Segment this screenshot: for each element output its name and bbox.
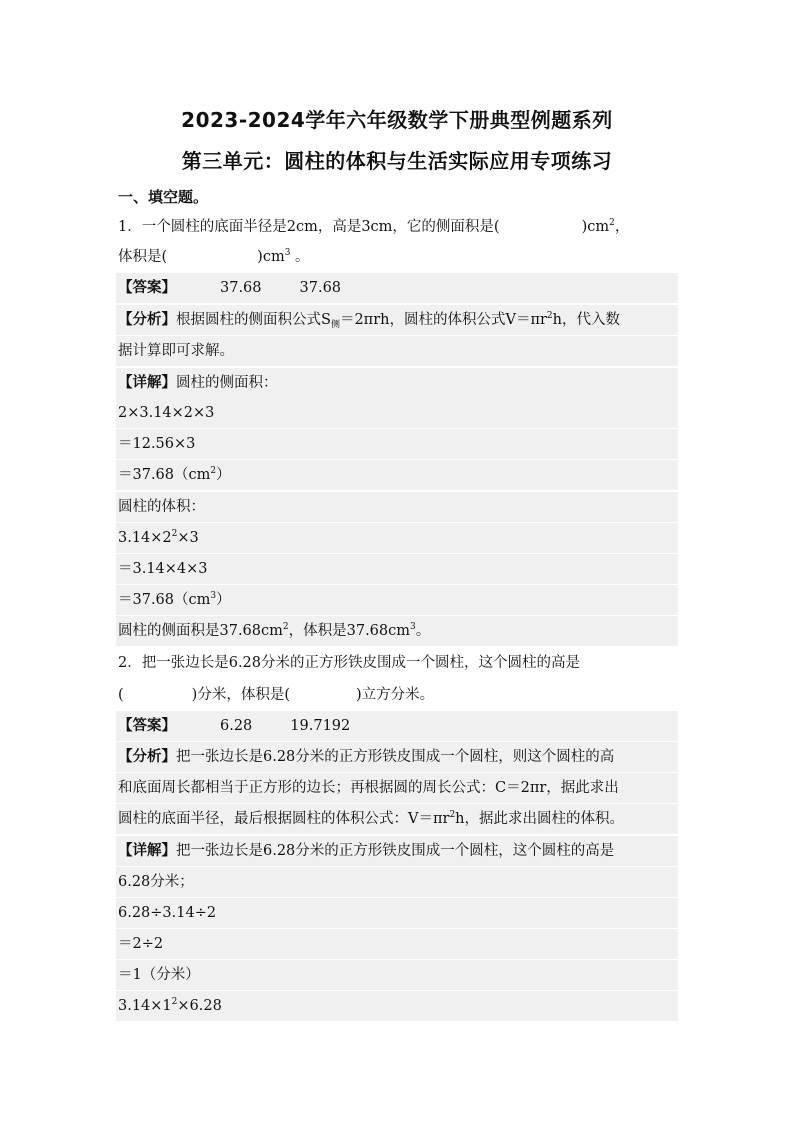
q2-answer [116, 711, 678, 741]
answer-tag: 【答案】 [118, 718, 176, 734]
conclusion-text: 圆柱的侧面积是37.68cm [118, 623, 283, 639]
punctuation: ， [614, 219, 630, 235]
analysis-text: 根据圆柱的侧面积公式S [176, 312, 331, 328]
superscript: 2 [210, 466, 217, 476]
q1-question-line-2 [118, 242, 676, 272]
analysis-text: h，据此求出圆柱的体积。 [455, 811, 625, 827]
analysis-text: h，代入数 [552, 312, 620, 328]
conclusion-text: ，体积是37.68cm [288, 623, 411, 639]
q2-question-text: ( [118, 687, 124, 703]
answer-value: 37.68 [220, 280, 262, 296]
conclusion-text: 。 [415, 623, 431, 639]
calc-line: ＝1（分米） [116, 960, 678, 990]
q2-question-line-1: 2．把一张边长是6.28分米的正方形铁皮围成一个圆柱，这个圆柱的高是 [118, 655, 581, 671]
analysis-text: 把一张边长是6.28分米的正方形铁皮围成一个圆柱，则这个圆柱的高 [176, 749, 615, 765]
q1-question-text: 体积是( [118, 249, 168, 265]
q2-question-text: )分米，体积是( [191, 687, 290, 703]
q2-analysis-line-3 [116, 804, 678, 834]
calc-text: ×3 [177, 530, 199, 546]
superscript: 3 [284, 248, 291, 258]
superscript: 2 [171, 997, 178, 1007]
q1-analysis-line-2: 据计算即可求解。 [116, 336, 678, 366]
q2-detail-line-1 [116, 836, 678, 866]
q1-question-text: 1．一个圆柱的底面半径是2cm，高是3cm，它的侧面积是( [118, 219, 500, 235]
calc-text: ） [216, 467, 231, 483]
q2-detail-line-2: 6.28分米； [116, 867, 678, 897]
calc-text: ） [216, 592, 231, 608]
calc-line [116, 460, 678, 490]
analysis-tag: 【分析】 [118, 312, 176, 328]
detail-tag: 【详解】 [118, 375, 176, 391]
analysis-text: ＝2πrh，圆柱的体积公式V＝πr [339, 312, 547, 328]
subscript: 侧 [330, 320, 340, 330]
q1-question-line-1 [118, 212, 676, 242]
detail-text: 圆柱的侧面积： [176, 375, 278, 391]
calc-text: ＝37.68（cm [118, 467, 211, 483]
q1-detail-heading [116, 368, 678, 398]
calc-text: 3.14×2 [118, 530, 172, 546]
q2-analysis-line-1 [116, 742, 678, 772]
superscript: 2 [282, 622, 289, 632]
answer-value: 6.28 [220, 718, 253, 734]
page-subtitle: 第三单元：圆柱的体积与生活实际应用专项练习 [181, 149, 613, 173]
unit-text: )cm [581, 219, 610, 235]
superscript: 3 [410, 622, 416, 632]
detail-tag: 【详解】 [118, 843, 176, 859]
analysis-text: 圆柱的底面半径，最后根据圆柱的体积公式：V＝πr [118, 811, 450, 827]
conclusion-line [116, 616, 678, 646]
answer-value: 19.7192 [290, 718, 351, 734]
calc-line: ＝12.56×3 [116, 429, 678, 459]
calc-line: ＝3.14×4×3 [116, 554, 678, 584]
calc-line: 6.28÷3.14÷2 [116, 898, 678, 928]
section-heading: 一、填空题。 [118, 188, 209, 206]
calc-line: ＝2÷2 [116, 929, 678, 959]
superscript: 2 [449, 810, 456, 820]
analysis-tag: 【分析】 [118, 749, 176, 765]
superscript: 2 [546, 311, 553, 321]
superscript: 2 [609, 218, 615, 228]
calc-line: 2×3.14×2×3 [116, 398, 678, 428]
answer-tag: 【答案】 [118, 280, 176, 296]
unit-text: )cm [257, 249, 285, 265]
superscript: 2 [171, 529, 178, 539]
calc-line [116, 523, 678, 553]
calc-line [116, 585, 678, 615]
calc-text: ＝37.68（cm [118, 592, 211, 608]
superscript: 3 [210, 591, 217, 601]
detail-text: 把一张边长是6.28分米的正方形铁皮围成一个圆柱，这个圆柱的高是 [176, 843, 615, 859]
calc-text: 3.14×1 [118, 998, 172, 1014]
punctuation: 。 [290, 249, 310, 265]
answer-value: 37.68 [299, 280, 342, 296]
calc-text: ×6.28 [177, 998, 222, 1014]
q2-question-line-2 [118, 680, 676, 710]
q2-analysis-line-2: 和底面周长都相当于正方形的边长；再根据圆的周长公式：C＝2πr，据此求出 [116, 773, 678, 803]
q1-analysis-line-1 [116, 305, 678, 335]
q2-question-text: )立方分米。 [356, 687, 435, 703]
detail-line: 圆柱的体积： [116, 492, 678, 522]
q1-answer [116, 273, 678, 303]
calc-line [116, 991, 678, 1021]
page-title: 2023-2024学年六年级数学下册典型例题系列 [181, 108, 613, 132]
